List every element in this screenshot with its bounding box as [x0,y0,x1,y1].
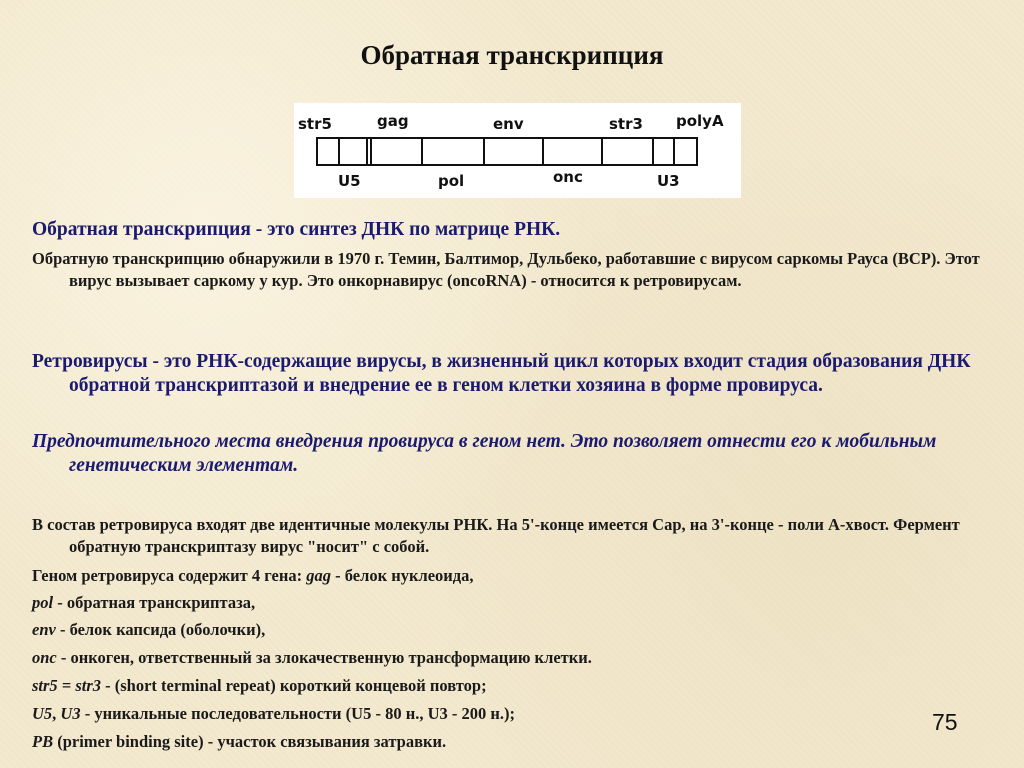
gene-list-intro: Геном ретровируса содержит 4 гена: [32,566,303,585]
label-U3: U3 [657,172,680,190]
gene-term-onc: onc [32,648,57,667]
segment-divider [601,139,603,164]
segment-divider [673,139,675,164]
desc-str: - (short terminal repeat) короткий концевой повтор; [101,676,487,695]
label-env: env [493,115,524,133]
label-U5: U5 [338,172,361,190]
gene-list-item [32,619,1019,641]
segment-divider [370,139,372,164]
genome-bar [316,137,698,166]
discovery-paragraph: Обратную транскрипцию обнаружили в 1970 г. Темин, Балтимор, Дульбеко, работавшие с вирусом саркомы Рауса (ВСР). Этот вирус вызывает саркому у кур. Это онкорнавирус (oncoRNA) - относится к ретровирусам. [32,249,980,290]
desc-PB: (primer binding site) - участок связывания затравки. [53,732,447,751]
gene-term-gag: gag [306,566,331,585]
integration-paragraph: Предпочтительного места внедрения провируса в геном нет. Это позволяет отнести его к мобильным генетическим элементам. [32,431,937,476]
desc-U: - уникальные последовательности (U5 - 80 н., U3 - 200 н.); [80,704,515,723]
term-U5: U5 [32,704,53,723]
gene-list-item [32,565,1019,587]
definition-paragraph: Обратная транскрипция - это синтез ДНК по матрице РНК. [32,219,561,240]
gene-desc-onc: - онкоген, ответственный за злокачественную трансформацию клетки. [56,648,592,667]
term-PB: PB [32,732,54,751]
retrovirus-paragraph: Ретровирусы - это РНК-содержащие вирусы, в жизненный цикл которых входит стадия образования ДНК обратной транскриптазой и внедрение ее в геном клетки хозяина в форме провируса. [32,351,971,396]
gene-list-item [32,592,1019,614]
term-U3: U3 [60,704,81,723]
gene-term-env: env [32,620,56,639]
label-gag: gag [377,112,409,130]
term-str: str5 = str3 [32,676,102,695]
segment-divider [421,139,423,164]
segment-divider [483,139,485,164]
segment-divider [338,139,340,164]
gene-desc-gag: - белок нуклеоида, [330,566,474,585]
segment-divider [542,139,544,164]
label-str3: str3 [609,115,643,133]
term-separator: , [52,704,61,723]
retrovirus-genome-diagram [294,103,741,198]
segment-divider [366,139,368,164]
page-title: Обратная транскрипция [360,40,664,70]
gene-list-item [32,731,1019,753]
label-str5: str5 [298,115,332,133]
label-pol: pol [438,172,465,190]
label-onc: onc [553,168,583,186]
page-number: 75 [932,709,958,735]
segment-divider [652,139,654,164]
gene-list-item [32,647,1019,669]
gene-list-item [32,675,1019,697]
gene-list-item [32,703,1019,725]
label-polyA: polyA [676,112,724,130]
gene-term-pol: pol [32,593,54,612]
gene-desc-pol: - обратная транскриптаза, [53,593,256,612]
gene-desc-env: - белок капсида (оболочки), [55,620,266,639]
composition-paragraph: В состав ретровируса входят две идентичные молекулы РНК. На 5'-конце имеется Сар, на 3'-конце - поли А-хвост. Фермент обратную транскриптазу вирус "носит" с собой. [32,515,960,556]
